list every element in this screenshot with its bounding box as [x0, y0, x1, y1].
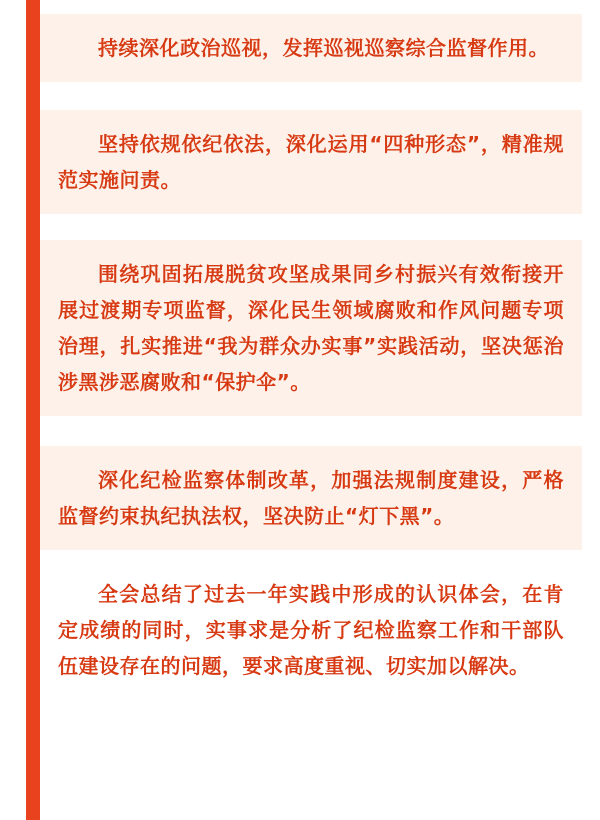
highlight-card-2: [40, 110, 582, 214]
closing-paragraph-block: [40, 570, 582, 694]
highlight-card-4: [40, 446, 582, 550]
spacer-between-1-2: [40, 82, 600, 110]
spacer-top: [40, 0, 600, 14]
spacer-between-2-3: [40, 214, 600, 240]
highlight-card-2-text: 坚持依规依纪依法，深化运用“四种形态”，精准规范实施问责。: [58, 132, 564, 192]
highlight-card-1-text: 持续深化政治巡视，发挥巡视巡察综合监督作用。: [98, 36, 549, 60]
spacer-between-3-4: [40, 416, 600, 446]
highlight-card-3: [40, 240, 582, 416]
highlight-card-3-text: 围绕巩固拓展脱贫攻坚成果同乡村振兴有效衔接开展过渡期专项监督，深化民生领域腐败和作风问题专项治理，扎实推进“我为群众办实事”实践活动，坚决惩治涉黑涉恶腐败和“保护伞”。: [58, 262, 564, 394]
left-accent-bar: [26, 0, 40, 820]
highlight-card-4-text: 深化纪检监察体制改革，加强法规制度建设，严格监督约束执纪执法权，坚决防止“灯下黑”。: [58, 468, 564, 528]
closing-paragraph-text: 全会总结了过去一年实践中形成的认识体会，在肯定成绩的同时，实事求是分析了纪检监察工作和干部队伍建设存在的问题，要求高度重视、切实加以解决。: [58, 582, 564, 678]
document-content: [40, 0, 600, 820]
spacer-before-closing: [40, 550, 600, 570]
highlight-card-1: [40, 14, 582, 82]
